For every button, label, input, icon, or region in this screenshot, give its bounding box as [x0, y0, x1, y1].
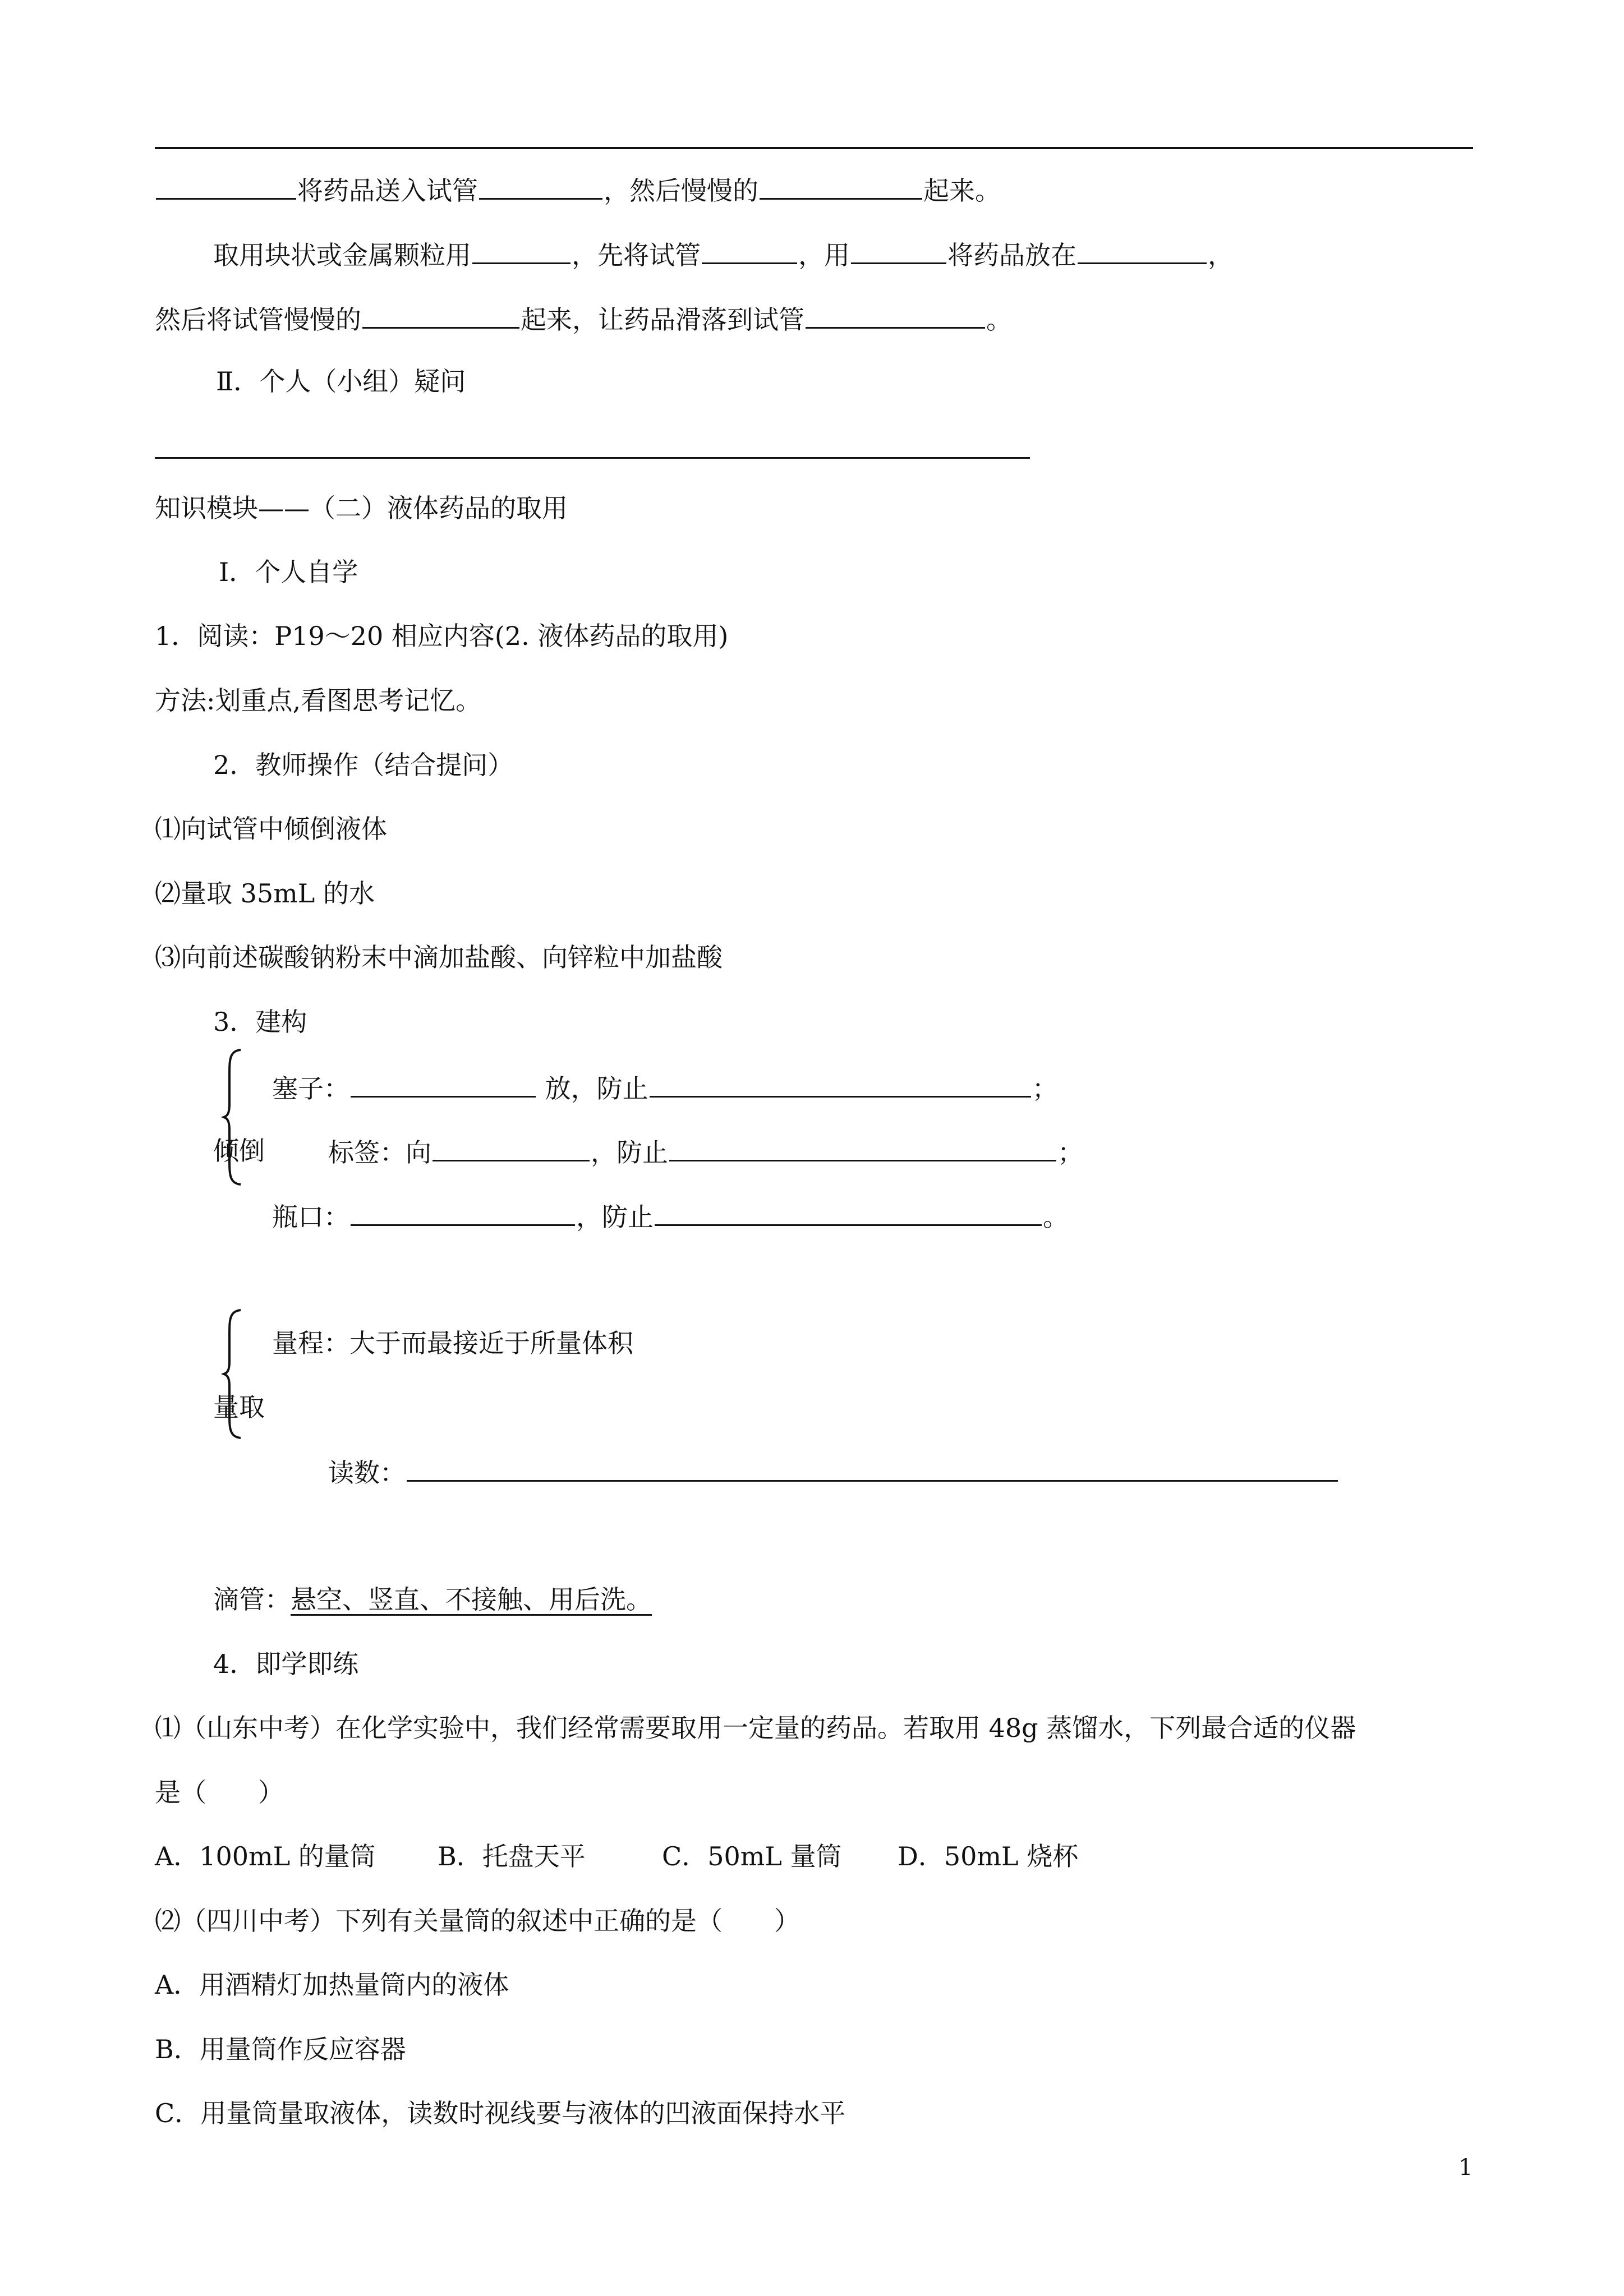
- operation-1: ⑴向试管中倾倒液体: [155, 814, 387, 844]
- self-study-heading: Ⅰ．个人自学: [219, 557, 358, 587]
- pour-label: 倾倒: [213, 1136, 265, 1166]
- q1-option-d[interactable]: D．50mL 烧杯: [898, 1841, 1079, 1871]
- q2-stem: ⑵（四川中考）下列有关量筒的叙述中正确的是（ ）: [155, 1906, 800, 1936]
- blank[interactable]: [650, 1070, 1031, 1098]
- blank[interactable]: [806, 301, 985, 329]
- solid-line-2: 取用块状或金属颗粒用 ，先将试管 ，用 将药品放在 ，: [213, 237, 1234, 270]
- dropper-line: 滴管：悬空、竖直、不接触、用后洗。: [213, 1584, 652, 1615]
- q1-option-a[interactable]: A．100mL 的量筒: [155, 1841, 376, 1871]
- header-rule: [155, 147, 1473, 149]
- measure-range: 量程：大于而最接近于所量体积: [272, 1328, 633, 1358]
- question-answer-line[interactable]: [155, 457, 1030, 459]
- dropper-rule: 悬空、竖直、不接触、用后洗。: [291, 1584, 652, 1615]
- mouth-line: 瓶口： ，防止 。: [272, 1198, 1069, 1232]
- q1-stem: ⑴（山东中考）在化学实验中，我们经常需要取用一定量的药品。若取用 48g 蒸馏水，下列最合适的仪器: [155, 1713, 1356, 1743]
- blank[interactable]: [351, 1198, 575, 1226]
- blank[interactable]: [362, 301, 519, 329]
- tag-line: 标签：向 ，防止 ；: [328, 1134, 1083, 1168]
- blank[interactable]: [1078, 237, 1207, 264]
- method-line: 方法:划重点,看图思考记忆。: [155, 685, 482, 716]
- operation-2: ⑵量取 35mL 的水: [155, 878, 375, 909]
- practice-heading: 4．即学即练: [213, 1649, 359, 1679]
- q2-option-a[interactable]: A．用酒精灯加热量筒内的液体: [155, 1970, 509, 2000]
- q1-stem-continued: 是（ ）: [155, 1777, 284, 1808]
- blank[interactable]: [655, 1198, 1042, 1226]
- q2-option-b[interactable]: B．用量筒作反应容器: [155, 2034, 406, 2064]
- q1-option-b[interactable]: B．托盘天平: [438, 1841, 586, 1871]
- blank[interactable]: [669, 1134, 1056, 1161]
- build-heading: 3．建构: [213, 1007, 307, 1037]
- read-line: 1．阅读：P19～20 相应内容(2. 液体药品的取用): [155, 621, 729, 651]
- q2-option-c[interactable]: C．用量筒量取液体，读数时视线要与液体的凹液面保持水平: [155, 2098, 846, 2128]
- module-title: 知识模块——（二）液体药品的取用: [155, 493, 568, 523]
- measure-label: 量取: [213, 1392, 265, 1422]
- blank[interactable]: [156, 172, 296, 200]
- blank[interactable]: [351, 1070, 536, 1098]
- blank[interactable]: [702, 237, 797, 264]
- blank[interactable]: [851, 237, 946, 264]
- blank[interactable]: [472, 237, 571, 264]
- page-number: 1: [1459, 2155, 1473, 2180]
- blank[interactable]: [479, 172, 602, 200]
- solid-line-1: 将药品送入试管 ，然后慢慢的 起来。: [155, 172, 1001, 206]
- solid-line-3: 然后将试管慢慢的 起来，让药品滑落到试管 。: [155, 301, 1012, 335]
- blank[interactable]: [433, 1134, 590, 1161]
- question-heading: Ⅱ．个人（小组）疑问: [216, 366, 466, 397]
- stopper-line: 塞子： 放，防止 ；: [272, 1070, 1058, 1104]
- teacher-heading: 2．教师操作（结合提问）: [213, 750, 514, 780]
- q1-option-c[interactable]: C．50mL 量筒: [662, 1841, 842, 1871]
- blank[interactable]: [407, 1454, 1338, 1482]
- reading-line: 读数：: [328, 1454, 1339, 1488]
- operation-3: ⑶向前述碳酸钠粉末中滴加盐酸、向锌粒中加盐酸: [155, 942, 723, 972]
- blank[interactable]: [760, 172, 922, 200]
